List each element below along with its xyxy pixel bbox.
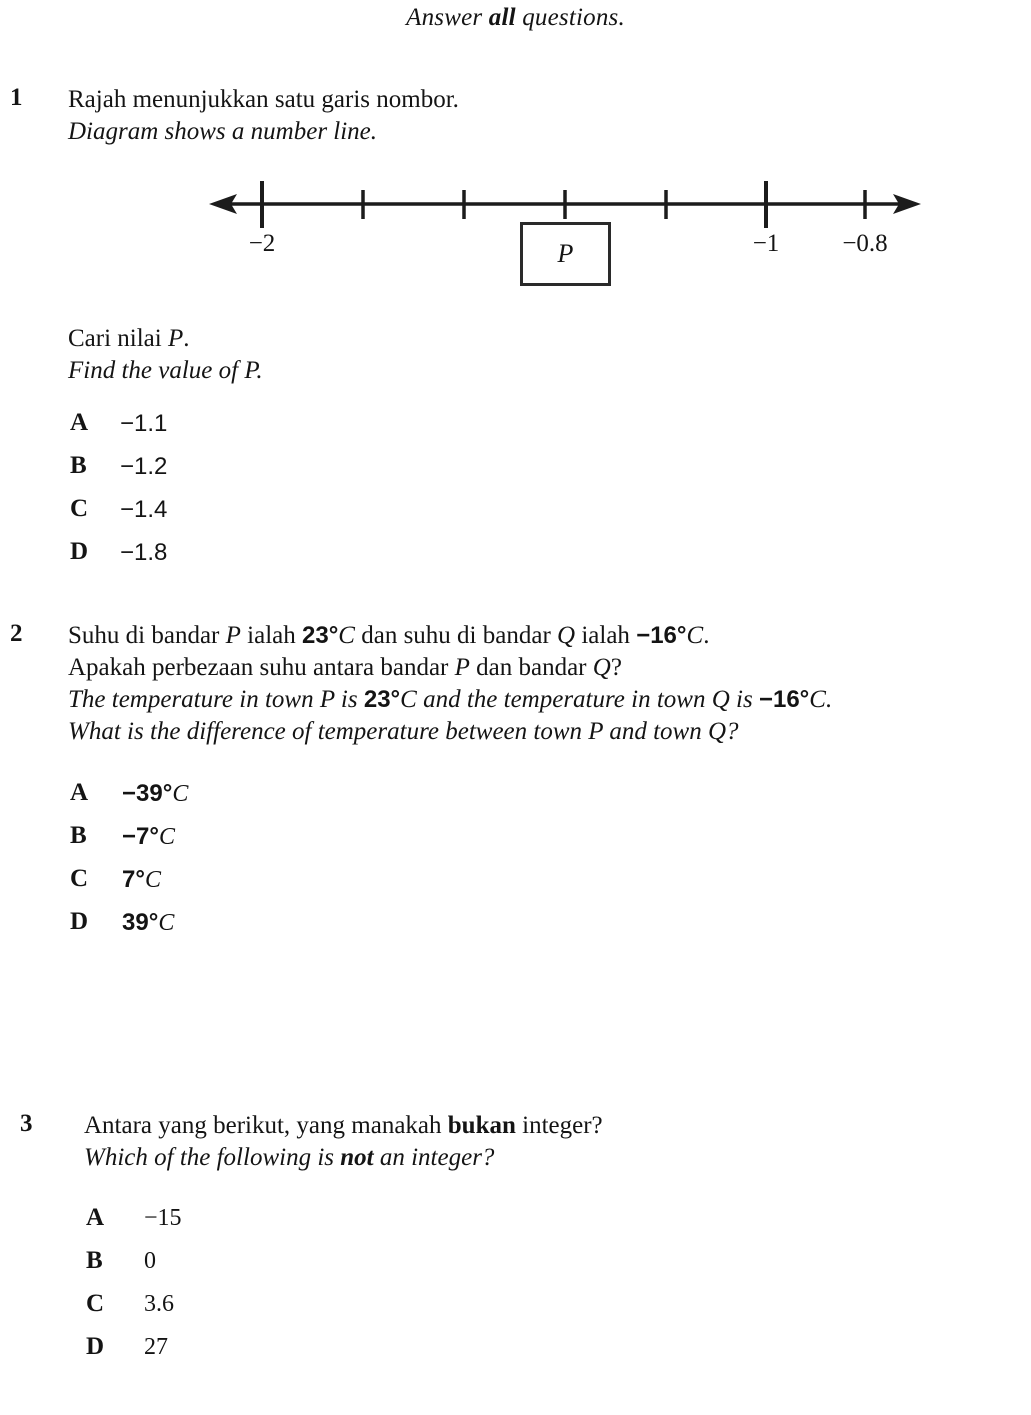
header-text-bold: all (488, 4, 516, 31)
option-letter-2b: B (70, 822, 87, 849)
question-1-number: 1 (10, 84, 23, 111)
q2-l2-p: P (454, 654, 470, 681)
question-2-number: 2 (10, 620, 23, 647)
option-value-3d: 27 (144, 1334, 168, 1360)
option-2a-unit: C (172, 781, 189, 807)
q2-l3-t1: 23° (363, 686, 401, 713)
q2-l2-b: dan bandar (469, 654, 593, 681)
q2-l1-a: Suhu di bandar (68, 622, 226, 649)
option-value-2b (122, 823, 175, 851)
q2-l3-t2: −16° (758, 686, 810, 713)
option-value-1c: −1.4 (120, 496, 168, 523)
q2-l1-c: dan suhu di bandar (354, 622, 558, 649)
option-letter-3a: A (86, 1204, 105, 1231)
option-value-3b: 0 (144, 1248, 156, 1274)
question-2-line4: What is the difference of temperature between town P and town Q? (68, 718, 739, 745)
option-2b-unit: C (158, 824, 175, 850)
option-value-1b: −1.2 (120, 453, 168, 480)
option-2d-degree: ° (148, 909, 159, 936)
q2-l3-a: The temperature in town (68, 686, 320, 713)
question-1-prompt-english: Find the value of P. (68, 357, 263, 384)
option-value-1a: −1.1 (120, 410, 168, 437)
q2-l3-b: is (334, 686, 364, 713)
option-letter-1d: D (70, 538, 89, 565)
option-value-1d: −1.8 (120, 539, 168, 566)
q3-bm-a: Antara yang berikut, yang manakah (84, 1112, 448, 1139)
question-2-line1 (68, 620, 1021, 652)
q2-l1-q: Q (557, 622, 576, 649)
question-1-stem-malay: Rajah menunjukkan satu garis nombor. (68, 86, 459, 113)
page-header (0, 4, 1031, 32)
question-3-stem-malay (84, 1110, 1021, 1142)
option-value-2c (122, 866, 161, 894)
q2-l1-c2: C (686, 622, 704, 649)
option-letter-3b: B (86, 1247, 103, 1274)
option-value-2a (122, 780, 188, 808)
q3-en-b: an integer? (373, 1144, 495, 1171)
number-line-label-minus2: −2 (248, 230, 276, 257)
question-3 (20, 1110, 1021, 1174)
question-1-prompt-malay: Cari nilai P. (68, 325, 190, 352)
option-2c-degree: ° (135, 866, 145, 893)
q2-l1-p: P (225, 622, 241, 649)
number-line-label-minus08: −0.8 (842, 230, 888, 257)
option-2d-number: 39 (122, 909, 149, 936)
option-letter-2c: C (70, 865, 89, 892)
q3-bm-bold: bukan (447, 1112, 516, 1139)
option-2a-number: −39 (122, 780, 163, 807)
question-1-stem-english: Diagram shows a number line. (68, 118, 378, 145)
option-letter-1b: B (70, 452, 87, 479)
option-letter-3d: D (86, 1333, 105, 1360)
q2-l3-d: is (729, 686, 759, 713)
q2-l2-q: Q (592, 654, 611, 681)
q2-l1-b: ialah (240, 622, 302, 649)
question-1-prompt (68, 323, 968, 387)
q2-l1-d: ialah (575, 622, 637, 649)
option-letter-1a: A (70, 409, 89, 436)
option-letter-3c: C (86, 1290, 105, 1317)
option-2b-degree: ° (149, 823, 159, 850)
q3-en-a: Which of the following is (84, 1144, 341, 1171)
q2-l1-t2: −16° (636, 622, 687, 649)
question-3-stem-english (84, 1142, 1021, 1174)
q2-l2-a: Apakah perbezaan suhu antara bandar (68, 654, 455, 681)
number-line-unknown-box-P (520, 222, 611, 286)
q2-l1-c1: C (338, 622, 355, 649)
option-letter-2a: A (70, 779, 89, 806)
q3-bm-b: integer? (515, 1112, 603, 1139)
q3-en-bold: not (340, 1144, 374, 1171)
q2-l3-q: Q (711, 686, 730, 713)
option-value-3c: 3.6 (144, 1291, 174, 1317)
option-letter-2d: D (70, 908, 89, 935)
question-1 (10, 84, 1021, 148)
number-line-label-minus1: −1 (752, 230, 780, 257)
number-line-diagram (195, 170, 935, 295)
header-text-after: questions. (515, 4, 625, 31)
q2-l1-e: . (703, 622, 710, 649)
option-letter-1c: C (70, 495, 89, 522)
q2-l3-e: . (825, 686, 833, 713)
q2-l3-c2: C (809, 686, 826, 713)
q2-l1-t1: 23° (302, 622, 339, 649)
option-2c-unit: C (144, 867, 161, 893)
question-2 (10, 620, 1021, 748)
header-text-before: Answer (406, 4, 489, 31)
option-2c-number: 7 (122, 866, 136, 893)
option-2d-unit: C (158, 910, 175, 936)
question-2-line2 (68, 652, 1021, 684)
option-value-3a: −15 (144, 1205, 182, 1231)
number-line-unknown-label: P (557, 239, 574, 268)
q2-l3-c1: C (400, 686, 417, 713)
option-2b-number: −7 (122, 823, 150, 850)
option-2a-degree: ° (162, 780, 173, 807)
q2-l2-c: ? (610, 654, 622, 681)
question-2-line3 (68, 684, 1021, 716)
q2-l3-c: and the temperature in town (416, 686, 712, 713)
q2-l3-p: P (319, 686, 335, 713)
question-3-number: 3 (20, 1110, 33, 1137)
option-value-2d (122, 909, 174, 937)
